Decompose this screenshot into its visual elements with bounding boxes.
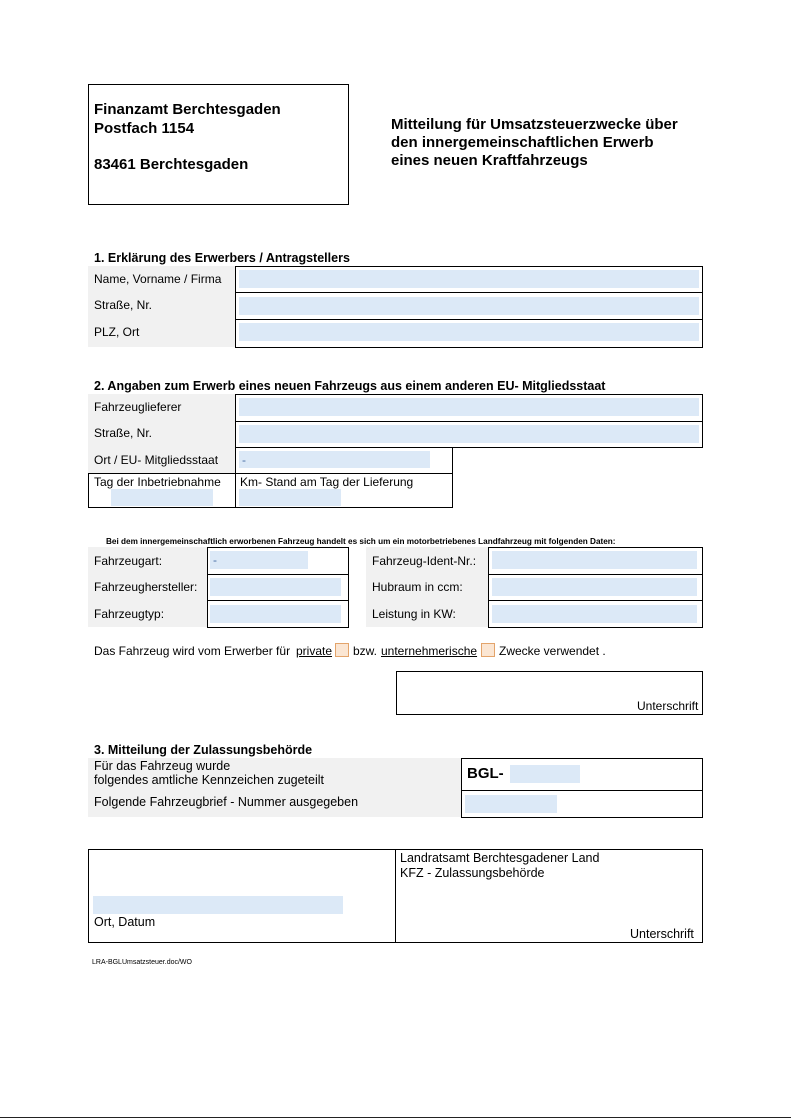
place-date-label: Ort, Datum: [94, 915, 156, 929]
document-reference: LRA-BGLUmsatzsteuer.doc/WO: [92, 959, 192, 966]
label-displacement: Hubraum in ccm:: [372, 580, 463, 594]
brief-number-input[interactable]: [465, 795, 557, 813]
label-supplier-street: Straße, Nr.: [94, 426, 153, 440]
usage-prefix: Das Fahrzeug wird vom Erwerber für: [94, 644, 291, 658]
authority-line-2: KFZ - Zulassungsbehörde: [400, 866, 545, 880]
place-date-input[interactable]: [93, 896, 343, 914]
displacement-input[interactable]: [492, 578, 697, 596]
city-input[interactable]: [239, 323, 699, 341]
label-vehicle-maker: Fahrzeughersteller:: [94, 580, 198, 594]
label-first-use: Tag der Inbetriebnahme: [94, 475, 221, 489]
vehicle-model-input[interactable]: [210, 605, 341, 623]
footer-signature-label: Unterschrift: [630, 927, 694, 941]
label-city: PLZ, Ort: [94, 325, 140, 339]
label-vehicle-model: Fahrzeugtyp:: [94, 607, 165, 621]
section3-heading: 3. Mitteilung der Zulassungsbehörde: [94, 743, 313, 757]
usage-private-label: private: [296, 644, 333, 658]
vehicle-note: Bei dem innergemeinschaftlich erworbenen Fahrzeug handelt es sich um ein motorbetriebenes Landfahrzeug mit folgenden Daten:: [106, 537, 616, 546]
usage-middle: bzw.: [353, 644, 378, 658]
label-name: Name, Vorname / Firma: [94, 272, 222, 286]
page-bottom-line: [0, 1117, 791, 1118]
vin-input[interactable]: [492, 551, 697, 569]
supplier-input[interactable]: [239, 398, 699, 416]
label-street: Straße, Nr.: [94, 298, 153, 312]
supplier-street-input[interactable]: [239, 425, 699, 443]
address-line-3: 83461 Berchtesgaden: [94, 156, 249, 173]
address-line-2: Postfach 1154: [94, 120, 195, 137]
label-place-country: Ort / EU- Mitgliedsstaat: [94, 453, 219, 467]
section2-heading: 2. Angaben zum Erwerb eines neuen Fahrzeugs aus einem anderen EU- Mitgliedsstaat: [94, 379, 606, 393]
section1-heading: 1. Erklärung des Erwerbers / Antragstellers: [94, 251, 350, 265]
authority-line-1: Landratsamt Berchtesgadener Land: [400, 851, 600, 865]
name-input[interactable]: [239, 270, 699, 288]
plate-label-line-1: Für das Fahrzeug wurde: [94, 759, 231, 773]
label-vin: Fahrzeug-Ident-Nr.:: [372, 554, 477, 568]
usage-business-label: unternehmerische: [381, 644, 478, 658]
form-title-line-1: Mitteilung für Umsatzsteuerzwecke über: [391, 116, 678, 133]
vehicle-maker-input[interactable]: [210, 578, 341, 596]
address-line-1: Finanzamt Berchtesgaden: [94, 101, 281, 118]
form-title-line-3: eines neuen Kraftfahrzeugs: [391, 152, 588, 169]
label-supplier: Fahrzeuglieferer: [94, 400, 182, 414]
first-use-input[interactable]: [111, 489, 213, 506]
place-country-input[interactable]: [239, 451, 430, 468]
label-power: Leistung in KW:: [372, 607, 456, 621]
label-km: Km- Stand am Tag der Lieferung: [240, 475, 414, 489]
plate-label-line-2: folgendes amtliche Kennzeichen zugeteilt: [94, 773, 325, 787]
plate-prefix: BGL-: [467, 765, 504, 782]
plate-input[interactable]: [510, 765, 580, 783]
signature-label: Unterschrift: [637, 699, 699, 713]
brief-label: Folgende Fahrzeugbrief - Nummer ausgegeben: [94, 795, 359, 809]
vehicle-type-input[interactable]: [210, 551, 308, 569]
business-checkbox[interactable]: [481, 643, 495, 657]
usage-suffix: Zwecke verwendet .: [499, 644, 606, 658]
label-vehicle-type: Fahrzeugart:: [94, 554, 163, 568]
form-title-line-2: den innergemeinschaftlichen Erwerb: [391, 134, 654, 151]
km-input[interactable]: [239, 489, 341, 506]
private-checkbox[interactable]: [335, 643, 349, 657]
street-input[interactable]: [239, 297, 699, 315]
power-input[interactable]: [492, 605, 697, 623]
